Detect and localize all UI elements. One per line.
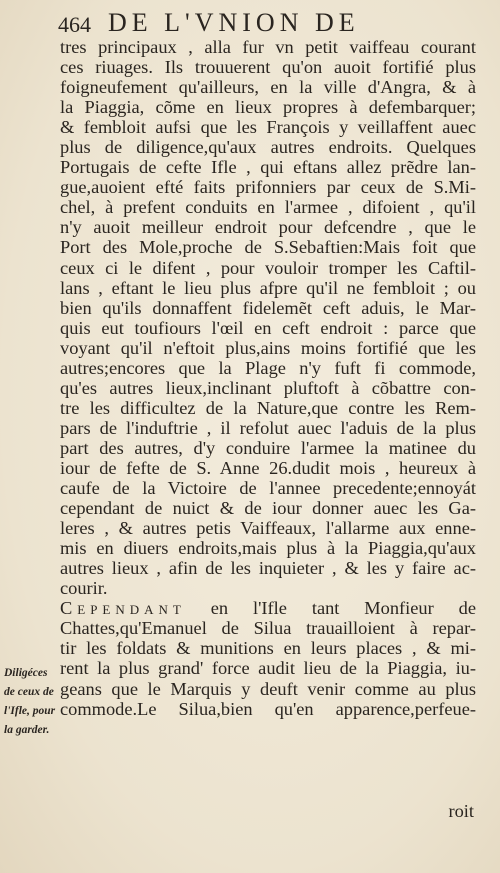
text-line: & fembloit aufsi que les François y veillaffent auec	[60, 117, 476, 138]
text-line: cependant de nuict & de iour donner auec les Ga-	[60, 498, 476, 519]
text-line: caufe de la Victoire de l'annee precedente;ennoyát	[60, 478, 476, 499]
text-line: commode.Le Silua,bien qu'en apparence,perfeue-	[60, 698, 476, 719]
paragraph-1	[60, 37, 476, 598]
text-line: plus de diligence,qu'aux autres endroits. Quelques	[60, 137, 476, 158]
running-head: DE L'VNION DE	[108, 8, 360, 37]
page-header	[58, 8, 478, 38]
body-text	[60, 37, 476, 719]
text-line: autres;encores que la Plage n'y fuft fi commode,	[60, 357, 476, 378]
text-line: autres lieux , afin de les inquieter , & les y faire ac-	[60, 558, 476, 579]
catchword: roit	[448, 801, 474, 821]
text-line: voyant qu'il n'eftoit plus,ains moins fortifié que les	[60, 337, 476, 358]
text-line: leres , & autres petis Vaiffeaux, l'allarme aux enne-	[60, 518, 476, 539]
text-line: Port des Mole,proche de S.Sebaftien:Mais foit que	[60, 237, 476, 258]
text-line: n'y auoit meilleur endroit pour defcendre , que le	[60, 217, 476, 238]
paragraph-2-lines	[60, 618, 476, 718]
text-line: chel, à prefent conduits en l'armee , difoient , qu'il	[60, 197, 476, 218]
paragraph-2-first-line-rest: en l'Ifle tant Monfieur de	[210, 598, 476, 619]
text-line: bien qu'ils donnaffent fidelemẽt ceft aduis, le Mar-	[60, 297, 476, 318]
text-line: Chattes,qu'Emanuel de Silua trauailloient à repar-	[60, 618, 476, 639]
margin-note-line: la garder.	[4, 724, 50, 736]
text-line: quis eut toufiours l'œil en ceft endroit : parce que	[60, 317, 476, 338]
text-line: ceux ci le difent , pour vouloir tromper les Caftil-	[60, 257, 476, 278]
text-line: foigneufement qu'ailleurs, en la ville d'Angra, & à	[60, 77, 476, 98]
text-line: Portugais de cefte Ifle , qui eftans allez prẽdre lan-	[60, 157, 476, 178]
paragraph-2-first-line	[60, 598, 476, 618]
text-line: tres principaux , alla fur vn petit vaiffeau courant	[60, 37, 476, 57]
text-line: part des autres, d'y conduire l'armee la matinee du	[60, 437, 476, 458]
text-line: rent la plus grand' force audit lieu de la Piaggia, iu-	[60, 658, 476, 679]
text-line: tre les difficultez de la Nature,que contre les Rem-	[60, 397, 476, 418]
text-line: iour de fefte de S. Anne 26.dudit mois , heureux à	[60, 457, 476, 478]
margin-note-line: l'Ifle, pour	[4, 705, 56, 717]
text-line: geans que le Marquis y deuft venir comme au plus	[60, 678, 476, 699]
text-line: tir les foldats & munitions en leurs places , & mi-	[60, 638, 476, 659]
text-line: lans , eftant le lieu plus afpre qu'il ne fembloit ; ou	[60, 277, 476, 298]
text-line: courir.	[60, 578, 108, 599]
margin-note	[4, 664, 60, 740]
margin-note-line: de ceux de	[4, 686, 54, 698]
text-line: ces riuages. Ils trouuerent qu'on auoit fortifié plus	[60, 57, 476, 78]
text-line: gue,auoient efté faits prifonniers par ceux de S.Mi-	[60, 177, 476, 198]
text-line: la Piaggia, cõme en lieux propres à defembarquer;	[60, 97, 476, 118]
paragraph-2	[60, 598, 476, 718]
paragraph-2-first-word: Cependant	[60, 598, 186, 619]
text-line: pars de l'induftrie , il refolut auec l'aduis de la plus	[60, 417, 476, 438]
text-line: mis en diuers endroits,mais plus à la Piaggia,qu'aux	[60, 538, 476, 559]
page-number: 464	[58, 12, 91, 37]
text-line: qu'es autres lieux,inclinant pluftoft à cõbattre con-	[60, 377, 476, 398]
margin-note-line: Diligéces	[4, 667, 48, 679]
